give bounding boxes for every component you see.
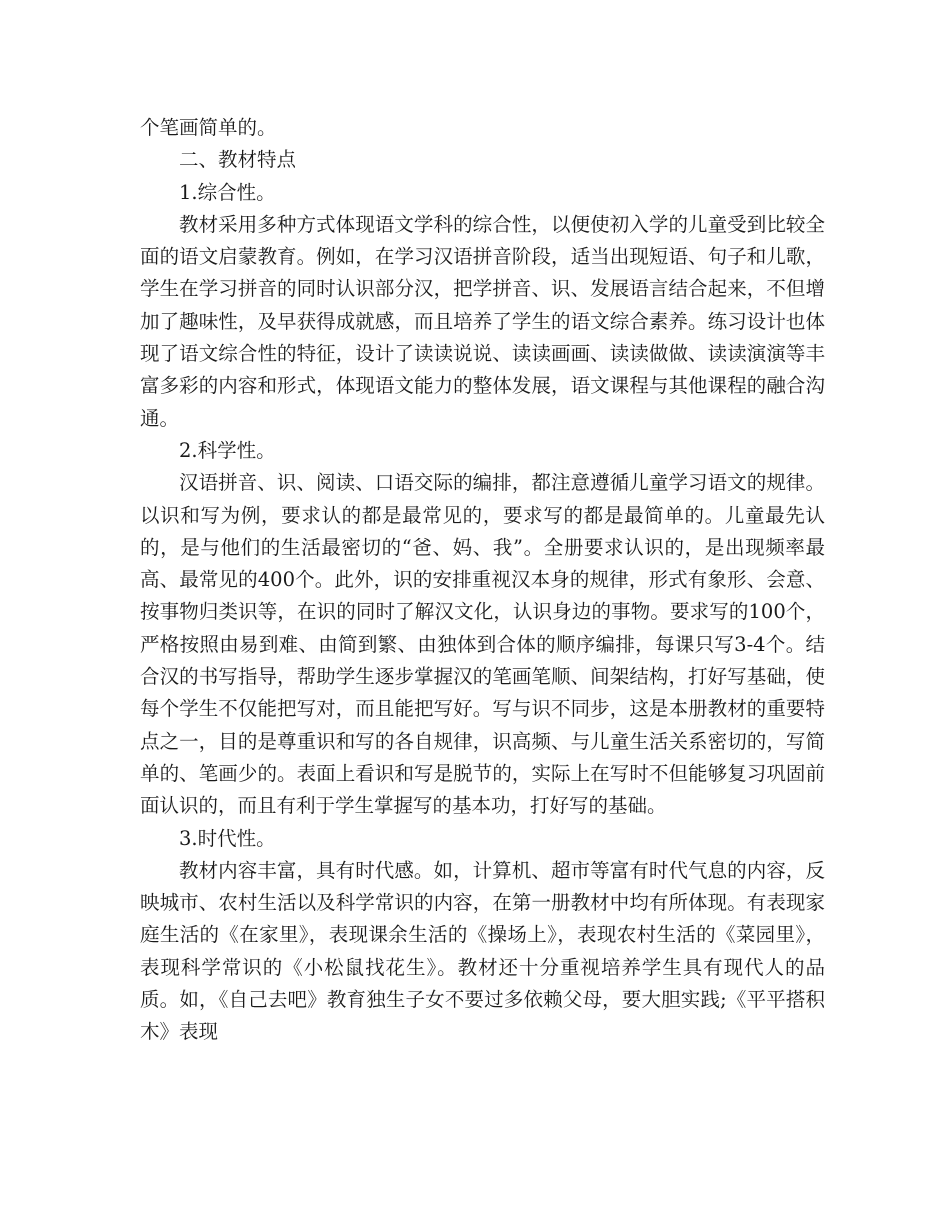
paragraph-scientific: 汉语拼音、识、阅读、口语交际的编排，都注意遵循儿童学习语文的规律。以识和写为例，要求认的都是最常见的，要求写的都是最简单的。儿童最先认的，是与他们的生活最密切的“爸、妈、我”。全册要求认识的，是出现频率最高、最常见的400个。此外，识的安排重视汉本身的规律，形式有象形、会意、按事物归类识等，在识的同时了解汉文化，认识身边的事物。要求写的100个，严格按照由易到难、由简到繁、由独体到合体的顺序编排，每课只写3-4个。结合汉的书写指导，帮助学生逐步掌握汉的笔画笔顺、间架结构，打好写基础，使每个学生不仅能把写对，而且能把写好。写与识不同步，这是本册教材的重要特点之一，目的是尊重识和写的各自规律，识高频、与儿童生活关系密切的，写简单的、笔画少的。表面上看识和写是脱节的，实际上在写时不但能够复习巩固前面认识的，而且有利于学生掌握写的基本功，打好写的基础。 (140, 471, 825, 818)
paragraph-continuation: 个笔画简单的。 (140, 116, 277, 139)
subheading-contemporary: 3.时代性。 (179, 826, 276, 850)
subheading-scientific: 2.科学性。 (179, 438, 276, 462)
paragraph-contemporary: 教材内容丰富，具有时代感。如，计算机、超市等富有时代气息的内容，反映城市、农村生活以及科学常识的内容，在第一册教材中均有所体现。有表现家庭生活的《在家里》，表现课余生活的《操场上》，表现农村生活的《菜园里》，表现科学常识的《小松鼠找花生》。教材还十分重视培养学生具有现代人的品质。如，《自己去吧》教育独生子女不要过多依赖父母，要大胆实践;《平平搭积木》表现 (140, 858, 825, 1044)
section-heading-textbook-features: 二、教材特点 (179, 148, 297, 172)
paragraph-comprehensiveness: 教材采用多种方式体现语文学科的综合性，以便使初入学的儿童受到比较全面的语文启蒙教育。例如，在学习汉语拼音阶段，适当出现短语、句子和儿歌，学生在学习拼音的同时认识部分汉，把学拼音、识、发展语言结合起来，不但增加了趣味性，及早获得成就感，而且培养了学生的语文综合素养。练习设计也体现了语文综合性的特征，设计了读读说说、读读画画、读读做做、读读演演等丰富多彩的内容和形式，体现语文能力的整体发展，语文课程与其他课程的融合沟通。 (140, 212, 825, 430)
subheading-comprehensiveness: 1.综合性。 (179, 180, 276, 204)
document-body (140, 112, 825, 1049)
